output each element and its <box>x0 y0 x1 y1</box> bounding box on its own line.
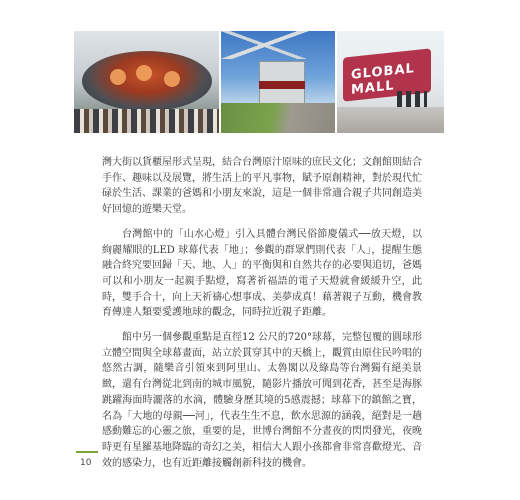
lawn <box>221 103 335 133</box>
mall-sign-text: GLOBAL MALL <box>351 61 415 98</box>
pavilion-exterior-photo <box>221 31 335 133</box>
paragraph-mountain-lantern: 台灣館中的「山水心燈」引入具體台灣民俗節慶儀式──放天燈，以絢麗耀眼的LED 球幕代表「地」；參觀的群眾們則代表「人」，提醒生態融合終究要回歸「天、地、人」的平衡與和自然共存的必要與追切，爸媽可以和小朋友一起親手點燈，寫著祈福語的電子天燈就會緩緩升空，此時，雙手合十，向上天祈禱心想事成、美夢成真！藉著親子互動，機會教育傳達人類要愛護地球的觀念，同時拉近親子距離。 <box>102 228 422 319</box>
lantern-light <box>164 71 180 87</box>
dome-lantern-photo <box>74 31 219 133</box>
page-number: 10 <box>80 458 92 468</box>
plaza-ground <box>337 107 444 133</box>
article-body <box>102 155 422 480</box>
building-stripe <box>259 81 305 89</box>
global-mall-photo <box>337 31 444 133</box>
canopy-structure <box>221 31 335 59</box>
lantern-light <box>136 65 152 81</box>
led-dome <box>82 51 212 111</box>
visitor-crowd <box>74 109 219 133</box>
lantern-light <box>110 69 126 85</box>
paragraph-continued: 灣大街以貨櫃屋形式呈現，結合台灣原汁原味的庶民文化；文創館則結合手作、趣味以及展覽，將生活上的平凡事物，賦予原創精神，對於現代忙碌於生活、課業的爸媽和小朋友來說，這是一個非常適合親子共同創造美好回憶的遊樂天堂。 <box>102 157 422 216</box>
paragraph-dome-theater: 館中另一個參觀重點是直徑12 公尺的720°球幕，完整包覆的圓球形立體空間與全球幕畫面，站立於貫穿其中的天橋上，觀賞由原住民吟唱的悠然古調，隨樂音引領來到阿里山、太魯閣以及綠島等台灣獨有絕美景緻，還有台灣從北到南的城市風貌，隨影片播放可聞到花香，甚至是海豚跳躍海面時灑落的水滴，體驗身歷其境的5感震撼；球幕下的鎮館之寶，名為「大地的母親──河」，代表生生不息，飲水思源的涵義，絕對是一趟感動難忘的心靈之旅，重要的是，世博台灣館不分晝夜的閃閃發光，夜晚時更有星羅基地降臨的奇幻之美，相信大人跟小孩都會非常喜歡燈光、音效的感染力，也有近距離接觸創新科技的機會。 <box>102 332 422 469</box>
photo-strip <box>74 31 444 133</box>
page-number-rule <box>76 451 98 453</box>
